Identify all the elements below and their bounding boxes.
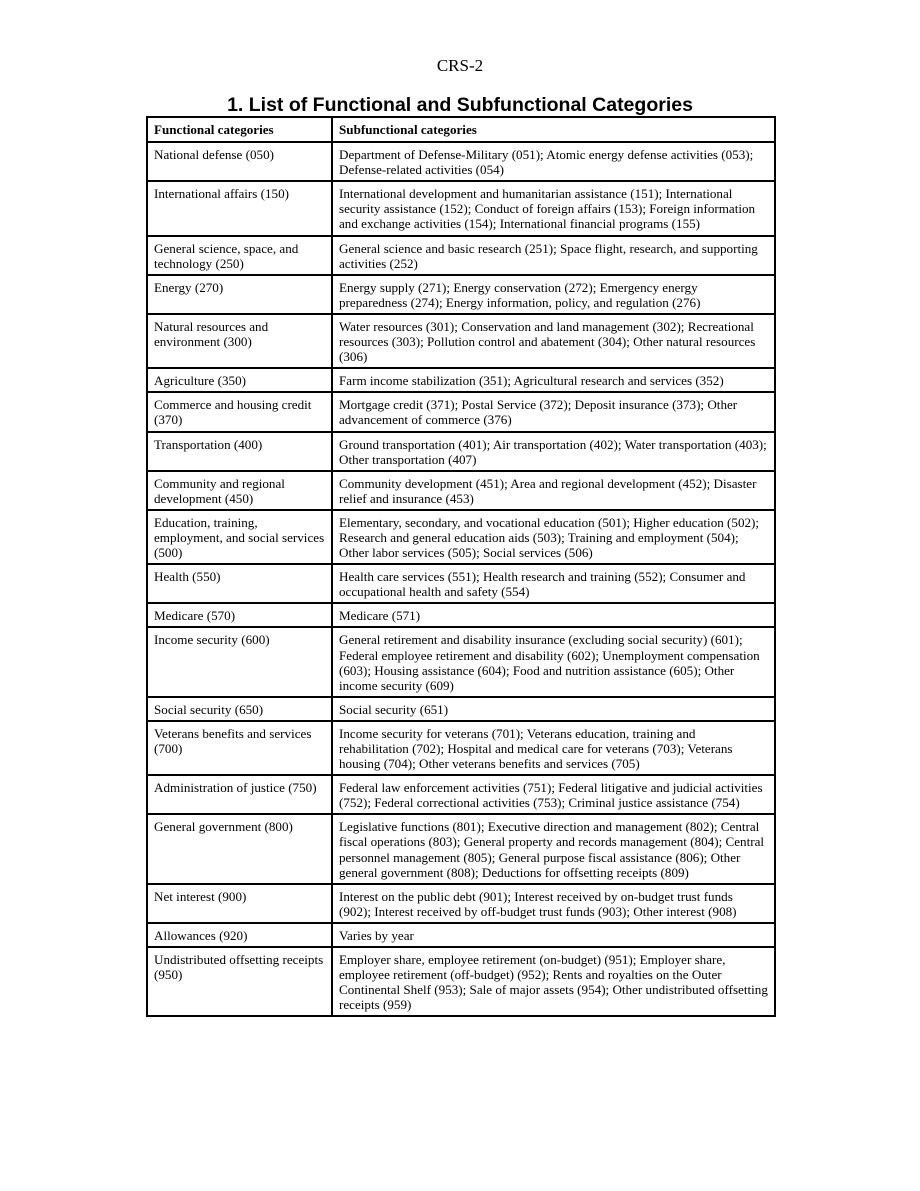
table-row (147, 603, 775, 627)
table-row (147, 510, 775, 564)
subfunctional-categories-cell: Varies by year (332, 923, 775, 947)
subfunctional-categories-cell: Employer share, employee retirement (on-budget) (951); Employer share, employee retirement (off-budget) (952); Rents and royalties on the Outer Continental Shelf (953); Sale of major assets (954); Other undistributed offsetting receipts (959) (332, 947, 775, 1016)
document-title: 1. List of Functional and Subfunctional Categories (227, 94, 693, 116)
functional-category-cell: General science, space, and technology (250) (147, 236, 332, 275)
table-row (147, 627, 775, 696)
functional-category-cell: Energy (270) (147, 275, 332, 314)
functional-category-cell: National defense (050) (147, 142, 332, 181)
subfunctional-categories-cell: Energy supply (271); Energy conservation (272); Emergency energy preparedness (274); Energy information, policy, and regulation (276) (332, 275, 775, 314)
functional-category-cell: International affairs (150) (147, 181, 332, 235)
subfunctional-categories-cell: General retirement and disability insurance (excluding social security) (601); Federal employee retirement and disability (602); Unemployment compensation (603); Housing assistance (604); Food and nutrition assistance (605); Other income security (609) (332, 627, 775, 696)
page-header: CRS-2 (436, 56, 484, 75)
subfunctional-categories-cell: Department of Defense-Military (051); Atomic energy defense activities (053); Defense-related activities (054) (332, 142, 775, 181)
subfunctional-categories-cell: Mortgage credit (371); Postal Service (372); Deposit insurance (373); Other advancement of commerce (376) (332, 392, 775, 431)
subfunctional-categories-cell: Water resources (301); Conservation and land management (302); Recreational resources (303); Pollution control and abatement (304); Other natural resources (306) (332, 314, 775, 368)
subfunctional-categories-cell: Ground transportation (401); Air transportation (402); Water transportation (403); Other transportation (407) (332, 432, 775, 471)
functional-category-cell: Health (550) (147, 564, 332, 603)
functional-category-cell: Commerce and housing credit (370) (147, 392, 332, 431)
functional-category-cell: Veterans benefits and services (700) (147, 721, 332, 775)
subfunctional-categories-cell: Community development (451); Area and regional development (452); Disaster relief and insurance (453) (332, 471, 775, 510)
column-header-subfunctional: Subfunctional categories (332, 117, 775, 142)
table-row (147, 314, 775, 368)
subfunctional-categories-cell: Social security (651) (332, 697, 775, 721)
table-body (147, 142, 775, 1016)
subfunctional-categories-cell: Medicare (571) (332, 603, 775, 627)
table-row (147, 392, 775, 431)
subfunctional-categories-cell: Legislative functions (801); Executive direction and management (802); Central fiscal operations (803); General property and records management (804); Central personnel management (805); General purpose fiscal assistance (806); Other general government (808); Deductions for offsetting receipts (809) (332, 814, 775, 883)
functional-category-cell: Income security (600) (147, 627, 332, 696)
table-row (147, 884, 775, 923)
functional-category-cell: Administration of justice (750) (147, 775, 332, 814)
table-row (147, 775, 775, 814)
table-row (147, 432, 775, 471)
functional-category-cell: Agriculture (350) (147, 368, 332, 392)
subfunctional-categories-cell: Health care services (551); Health research and training (552); Consumer and occupational health and safety (554) (332, 564, 775, 603)
subfunctional-categories-cell: Interest on the public debt (901); Interest received by on-budget trust funds (902); Interest received by off-budget trust funds (903); Other interest (908) (332, 884, 775, 923)
subfunctional-categories-cell: Elementary, secondary, and vocational education (501); Higher education (502); Research and general education aids (503); Training and employment (504); Other labor services (505); Social services (506) (332, 510, 775, 564)
table-row (147, 947, 775, 1016)
table-row (147, 471, 775, 510)
table-row (147, 721, 775, 775)
table-row (147, 236, 775, 275)
functional-categories-table (146, 116, 776, 1017)
column-header-functional: Functional categories (147, 117, 332, 142)
functional-category-cell: General government (800) (147, 814, 332, 883)
functional-category-cell: Medicare (570) (147, 603, 332, 627)
table-row (147, 368, 775, 392)
table-row (147, 564, 775, 603)
functional-category-cell: Social security (650) (147, 697, 332, 721)
functional-category-cell: Net interest (900) (147, 884, 332, 923)
table-row (147, 923, 775, 947)
subfunctional-categories-cell: Farm income stabilization (351); Agricultural research and services (352) (332, 368, 775, 392)
subfunctional-categories-cell: Federal law enforcement activities (751); Federal litigative and judicial activities (752); Federal correctional activities (753); Criminal justice assistance (754) (332, 775, 775, 814)
table-row (147, 697, 775, 721)
functional-category-cell: Transportation (400) (147, 432, 332, 471)
functional-category-cell: Natural resources and environment (300) (147, 314, 332, 368)
functional-category-cell: Allowances (920) (147, 923, 332, 947)
functional-category-cell: Community and regional development (450) (147, 471, 332, 510)
subfunctional-categories-cell: Income security for veterans (701); Veterans education, training and rehabilitation (702); Hospital and medical care for veterans (703); Veterans housing (704); Other veterans benefits and services (705) (332, 721, 775, 775)
subfunctional-categories-cell: General science and basic research (251); Space flight, research, and supporting activities (252) (332, 236, 775, 275)
table-row (147, 142, 775, 181)
table-row (147, 181, 775, 235)
table-header-row (147, 117, 775, 142)
table-row (147, 275, 775, 314)
functional-category-cell: Undistributed offsetting receipts (950) (147, 947, 332, 1016)
subfunctional-categories-cell: International development and humanitarian assistance (151); International security assistance (152); Conduct of foreign affairs (153); Foreign information and exchange activities (154); International financial programs (155) (332, 181, 775, 235)
functional-category-cell: Education, training, employment, and social services (500) (147, 510, 332, 564)
table-row (147, 814, 775, 883)
